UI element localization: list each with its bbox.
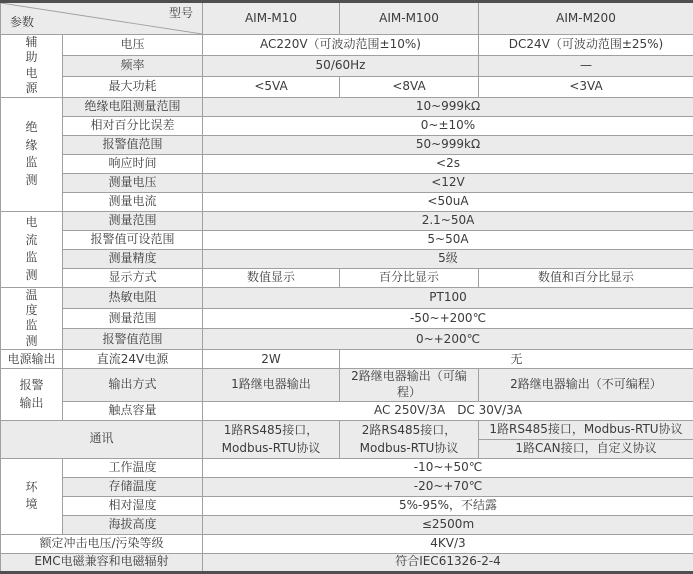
- group-alarm-output: 报警输出: [1, 369, 63, 420]
- param-relative-error: 相对百分比误差: [63, 116, 203, 135]
- row-display-mode: [1, 268, 693, 287]
- value-max-consumption-m100: <8VA: [340, 76, 479, 97]
- value-frequency-m10-m100: 50/60Hz: [203, 55, 479, 76]
- value-display-mode-m100: 百分比显示: [340, 268, 479, 287]
- group-current: 电流监测: [1, 211, 63, 287]
- row-voltage: [1, 35, 693, 56]
- value-output-mode-m200: 2路继电器输出（不可编程）: [479, 369, 693, 401]
- row-emc: [1, 553, 693, 572]
- row-measure-voltage: [1, 173, 693, 192]
- row-max-consumption: [1, 76, 693, 97]
- row-storage-temp: [1, 477, 693, 496]
- row-altitude: [1, 515, 693, 534]
- group-insulation: 绝缘监测: [1, 97, 63, 211]
- value-output-mode-m10: 1路继电器输出: [203, 369, 340, 401]
- corner-model-label: 型号: [169, 6, 193, 22]
- row-contact-capacity: [1, 401, 693, 420]
- row-current-range: [1, 211, 693, 230]
- value-temp-range: -50~+200℃: [203, 308, 693, 329]
- param-temp-range: 测量范围: [63, 308, 203, 329]
- header-row: [1, 2, 693, 35]
- value-altitude: ≤2500m: [203, 515, 693, 534]
- param-working-temp: 工作温度: [63, 458, 203, 477]
- value-communication-m100: 2路RS485接口， Modbus-RTU协议: [340, 420, 479, 458]
- value-impulse: 4KV/3: [203, 534, 693, 553]
- group-temperature: 温度监测: [1, 287, 63, 350]
- param-alarm-settable-range: 报警值可设范围: [63, 230, 203, 249]
- value-working-temp: -10~+50℃: [203, 458, 693, 477]
- param-max-consumption: 最大功耗: [63, 76, 203, 97]
- value-dc24v-m100-m200: 无: [340, 350, 693, 369]
- value-thermistor: PT100: [203, 287, 693, 308]
- value-max-consumption-m10: <5VA: [203, 76, 340, 97]
- param-dc24v: 直流24V电源: [63, 350, 203, 369]
- group-environment: 环境: [1, 458, 63, 534]
- value-dc24v-m10: 2W: [203, 350, 340, 369]
- value-communication-m200-can: 1路CAN接口，自定义协议: [479, 439, 693, 458]
- row-output-mode: [1, 369, 693, 401]
- param-resistance-range: 绝缘电阻测量范围: [63, 97, 203, 116]
- param-humidity: 相对湿度: [63, 496, 203, 515]
- param-storage-temp: 存储温度: [63, 477, 203, 496]
- value-communication-m10: 1路RS485接口， Modbus-RTU协议: [203, 420, 340, 458]
- row-humidity: [1, 496, 693, 515]
- row-measure-current: [1, 192, 693, 211]
- param-frequency: 频率: [63, 55, 203, 76]
- row-working-temp: [1, 458, 693, 477]
- row-temp-range: [1, 308, 693, 329]
- value-current-range: 2.1~50A: [203, 211, 693, 230]
- param-altitude: 海拔高度: [63, 515, 203, 534]
- row-temp-alarm-range: [1, 329, 693, 350]
- value-temp-alarm-range: 0~+200℃: [203, 329, 693, 350]
- col-header-aim-m100: AIM-M100: [340, 2, 479, 35]
- value-voltage-m10-m100: AC220V（可波动范围±10%): [203, 35, 479, 56]
- param-accuracy: 测量精度: [63, 249, 203, 268]
- row-relative-error: [1, 116, 693, 135]
- group-power-output: 电源输出: [1, 350, 63, 369]
- corner-cell: [1, 2, 203, 35]
- col-header-aim-m200: AIM-M200: [479, 2, 693, 35]
- param-measure-voltage: 测量电压: [63, 173, 203, 192]
- value-humidity: 5%-95%，不结露: [203, 496, 693, 515]
- row-accuracy: [1, 249, 693, 268]
- value-output-mode-m100: 2路继电器输出（可编程）: [340, 369, 479, 401]
- param-thermistor: 热敏电阻: [63, 287, 203, 308]
- group-aux-power: 辅助电源: [1, 35, 63, 98]
- value-frequency-m200: —: [479, 55, 693, 76]
- row-thermistor: [1, 287, 693, 308]
- row-insulation-alarm-range: [1, 135, 693, 154]
- value-communication-m200-rs485: 1路RS485接口，Modbus-RTU协议: [479, 420, 693, 439]
- row-impulse: [1, 534, 693, 553]
- value-response-time: <2s: [203, 154, 693, 173]
- param-contact-capacity: 触点容量: [63, 401, 203, 420]
- value-relative-error: 0~±10%: [203, 116, 693, 135]
- value-measure-voltage: <12V: [203, 173, 693, 192]
- param-insulation-alarm-range: 报警值范围: [63, 135, 203, 154]
- value-measure-current: <50uA: [203, 192, 693, 211]
- col-header-aim-m10: AIM-M10: [203, 2, 340, 35]
- param-response-time: 响应时间: [63, 154, 203, 173]
- param-output-mode: 输出方式: [63, 369, 203, 401]
- param-impulse: 额定冲击电压/污染等级: [1, 534, 203, 553]
- value-contact-capacity: AC 250V/3A DC 30V/3A: [203, 401, 693, 420]
- value-display-mode-m200: 数值和百分比显示: [479, 268, 693, 287]
- corner-param-label: 参数: [10, 15, 34, 31]
- param-voltage: 电压: [63, 35, 203, 56]
- row-resistance-range: [1, 97, 693, 116]
- param-display-mode: 显示方式: [63, 268, 203, 287]
- param-communication: 通讯: [1, 420, 203, 458]
- value-alarm-settable-range: 5~50A: [203, 230, 693, 249]
- param-measure-current: 测量电流: [63, 192, 203, 211]
- param-temp-alarm-range: 报警值范围: [63, 329, 203, 350]
- row-alarm-settable-range: [1, 230, 693, 249]
- row-communication-1: [1, 420, 693, 439]
- value-display-mode-m10: 数值显示: [203, 268, 340, 287]
- value-storage-temp: -20~+70℃: [203, 477, 693, 496]
- param-emc: EMC电磁兼容和电磁辐射: [1, 553, 203, 572]
- value-insulation-alarm-range: 50~999kΩ: [203, 135, 693, 154]
- value-max-consumption-m200: <3VA: [479, 76, 693, 97]
- value-emc: 符合IEC61326-2-4: [203, 553, 693, 572]
- value-voltage-m200: DC24V（可波动范围±25%): [479, 35, 693, 56]
- row-response-time: [1, 154, 693, 173]
- value-resistance-range: 10~999kΩ: [203, 97, 693, 116]
- row-dc24v: [1, 350, 693, 369]
- value-accuracy: 5级: [203, 249, 693, 268]
- row-frequency: [1, 55, 693, 76]
- param-current-range: 测量范围: [63, 211, 203, 230]
